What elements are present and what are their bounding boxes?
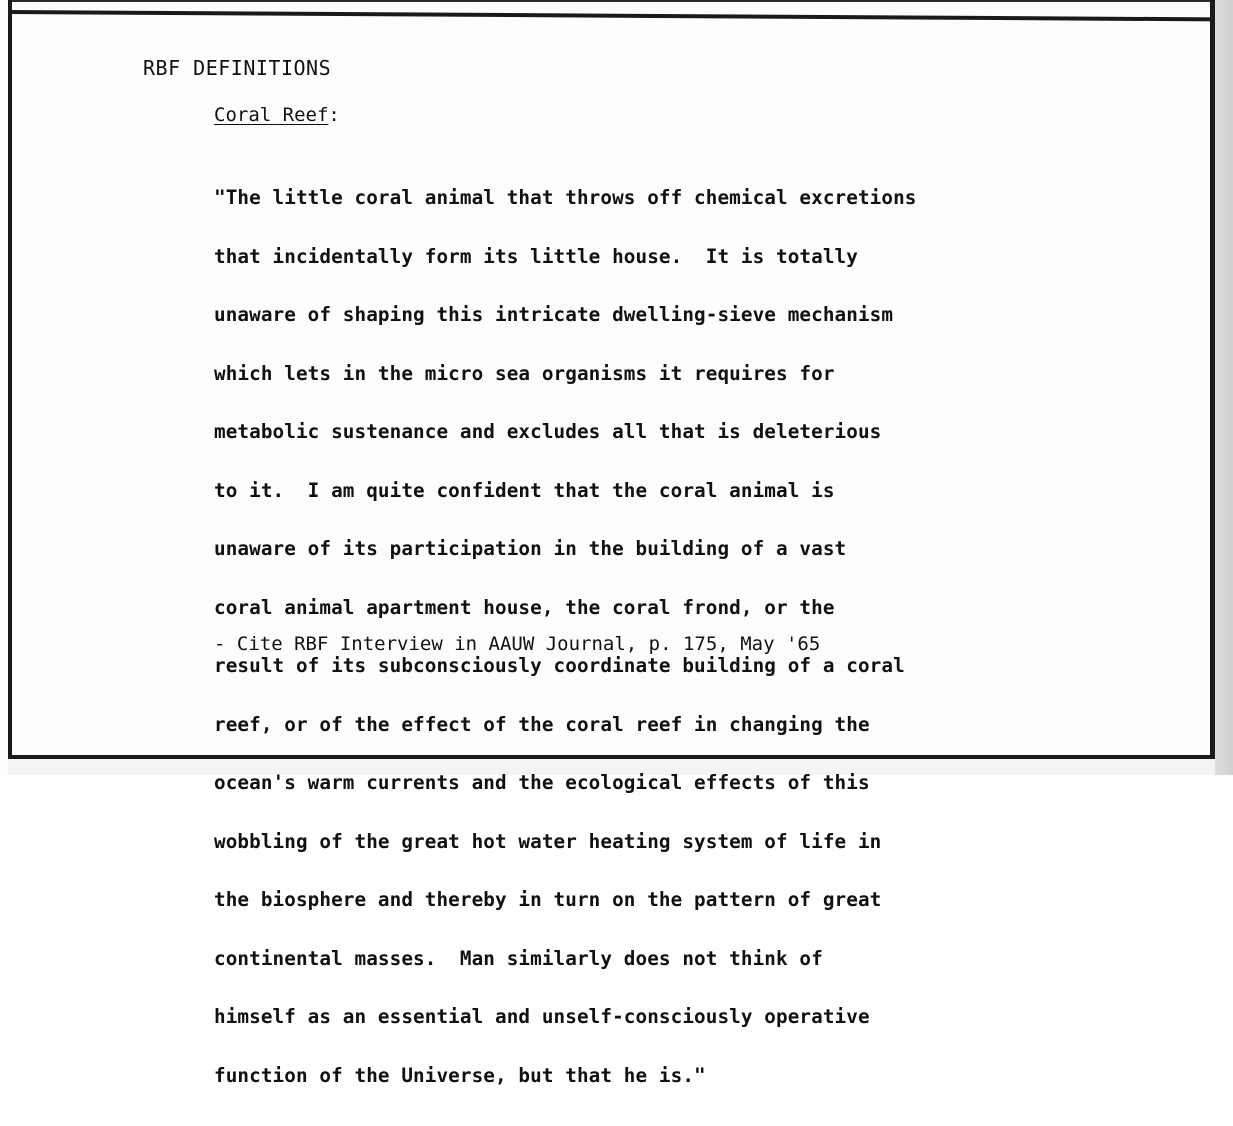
quote-line: unaware of its participation in the building of a vast: [214, 537, 847, 560]
quote-line: to it. I am quite confident that the coral animal is: [214, 478, 835, 502]
quote-line: the biosphere and thereby in turn on the pattern of great: [214, 888, 882, 911]
quote-line: that incidentally form its little house. It is totally: [214, 244, 858, 268]
quote-line: continental masses. Man similarly does not think of: [214, 946, 823, 970]
card-top-edge: [8, 0, 1215, 2]
quote-line: which lets in the micro sea organisms it requires for: [214, 361, 835, 385]
quote-line: metabolic sustenance and excludes all that is deleterious: [214, 420, 882, 443]
definition-term-colon: :: [328, 104, 340, 126]
card-top-border: [8, 10, 1215, 21]
quote-line: coral animal apartment house, the coral frond, or the: [214, 595, 835, 619]
document-heading: RBF DEFINITIONS: [143, 56, 332, 80]
card-left-border: [8, 0, 12, 775]
quote-line: unaware of shaping this intricate dwelling-sieve mechanism: [214, 303, 894, 326]
definition-term-label: Coral Reef: [214, 104, 329, 126]
quote-line: himself as an essential and unself-consciously operative: [214, 1005, 870, 1028]
quote-line: "The little coral animal that throws off chemical excretions: [214, 186, 917, 209]
quote-line: ocean's warm currents and the ecological effects of this: [214, 771, 870, 794]
quote-line: result of its subconsciously coordinate building of a coral: [214, 654, 905, 677]
quote-line: function of the Universe, but that he is.": [214, 1063, 706, 1087]
quote-line: reef, or of the effect of the coral reef in changing the: [214, 712, 870, 736]
definition-term: [214, 104, 340, 126]
citation: - Cite RBF Interview in AAUW Journal, p. 175, May '65: [214, 633, 821, 655]
quote-line: wobbling of the great hot water heating system of life in: [214, 829, 882, 853]
card-right-shadow: [1215, 0, 1233, 775]
